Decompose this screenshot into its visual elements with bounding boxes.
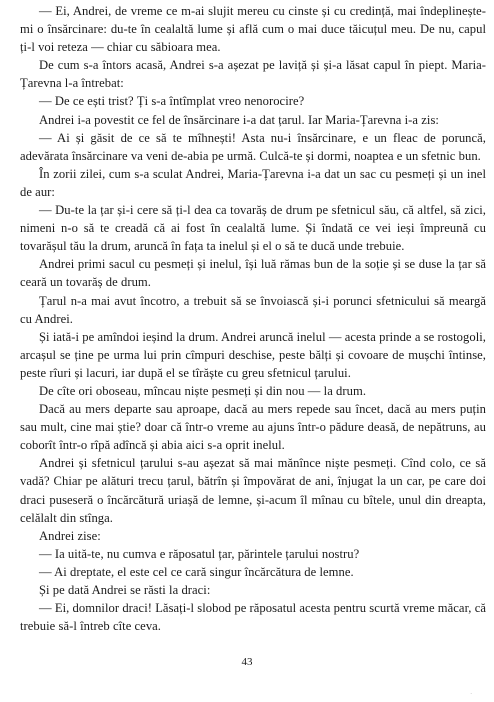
body-text xyxy=(20,2,486,635)
paragraph: Andrei și sfetnicul țarului s-au așezat să mai mănînce niște pesmeți. Cînd colo, ce să vadă? Chiar pe alături trecu țarul, bătrîn și împovărat de ani, înjugat la un car, pe care doi draci puseseră o încărcătură uriașă de lemne, și-acum îl mînau cu bîtele, unul din dreapta, celălalt din stînga. xyxy=(20,456,486,525)
paragraph: În zorii zilei, cum s-a sculat Andrei, Maria-Țarevna i-a dat un sac cu pesmeți și un inel de aur: xyxy=(20,166,486,199)
paragraph: De cum s-a întors acasă, Andrei s-a așezat pe laviță și și-a lăsat capul în piept. Maria-Țarevna l-a întrebat: xyxy=(20,58,486,91)
paragraph: — Ai și găsit de ce să te mîhnești! Asta nu-i însărcinare, e un fleac de poruncă, adevărata însărcinare va veni de-abia pe urmă. Culcă-te și dormi, noaptea e un sfetnic bun. xyxy=(20,130,486,163)
paragraph: — Ei, Andrei, de vreme ce m-ai slujit mereu cu cinste și cu credință, mai îndeplinește-mi o însărcinare: du-te în cealaltă lume și află cum o mai duce tăicuțul meu. De nu, capul ți-l voi reteza — chiar cu săbioara mea. xyxy=(20,4,486,55)
paragraph: — De ce ești trist? Ți s-a întîmplat vreo nenorocire? xyxy=(39,94,305,109)
paragraph: Dacă au mers departe sau aproape, dacă au mers repede sau încet, dacă au mers puțin sau mult, cine mai știe? doar că într-o vreme au ajuns într-o pădure deasă, de nepătruns, au coborît într-o rîpă adîncă și abia aici s-a oprit inelul. xyxy=(20,402,486,453)
paragraph: — Ia uită-te, nu cumva e răposatul țar, părintele țarului nostru? xyxy=(39,546,360,561)
page-number: 43 xyxy=(241,656,253,668)
paragraph: — Du-te la țar și-i cere să ți-l dea ca tovarăș de drum pe sfetnicul său, că altfel, să zici, nimeni n-o să te creadă că ai fost în cealaltă lume. Și îndată ce vei ieși împreună cu tovarășul tău la drum, aruncă în fața ta inelul și el o să te ducă unde trebuie. xyxy=(20,203,486,254)
paragraph: Țarul n-a mai avut încotro, a trebuit să se învoiască și-i porunci sfetnicului să meargă cu Andrei. xyxy=(20,293,486,326)
paragraph: — Ai dreptate, el este cel ce cară singur încărcătura de lemne. xyxy=(39,564,354,579)
paragraph: Și pe dată Andrei se răsti la draci: xyxy=(39,583,211,597)
paragraph: — Ei, domnilor draci! Lăsați-l slobod pe răposatul acesta pentru scurtă vreme măcar, că trebuie să-l întreb cîte ceva. xyxy=(20,601,486,634)
paragraph: Andrei zise: xyxy=(39,528,101,543)
paragraph: Și iată-i pe amîndoi ieșind la drum. Andrei aruncă inelul — acesta prinde a se rostogoli, arcașul se ține pe urma lui prin cîmpuri deschise, peste bălți și covoare de mușchi întinse, peste rîuri și lacuri, iar după el se tîrăște cu greu sfetnicul țarului. xyxy=(20,329,486,380)
paragraph: Andrei primi sacul cu pesmeți și inelul, își luă rămas bun de la soție și se duse la țar să ceară un tovarăș de drum. xyxy=(20,257,486,290)
scan-speck: · xyxy=(470,690,473,698)
paragraph: De cîte ori oboseau, mîncau niște pesmeți și din nou — la drum. xyxy=(39,383,367,398)
paragraph: Andrei i-a povestit ce fel de însărcinare i-a dat țarul. Iar Maria-Țarevna i-a zis: xyxy=(39,112,439,127)
